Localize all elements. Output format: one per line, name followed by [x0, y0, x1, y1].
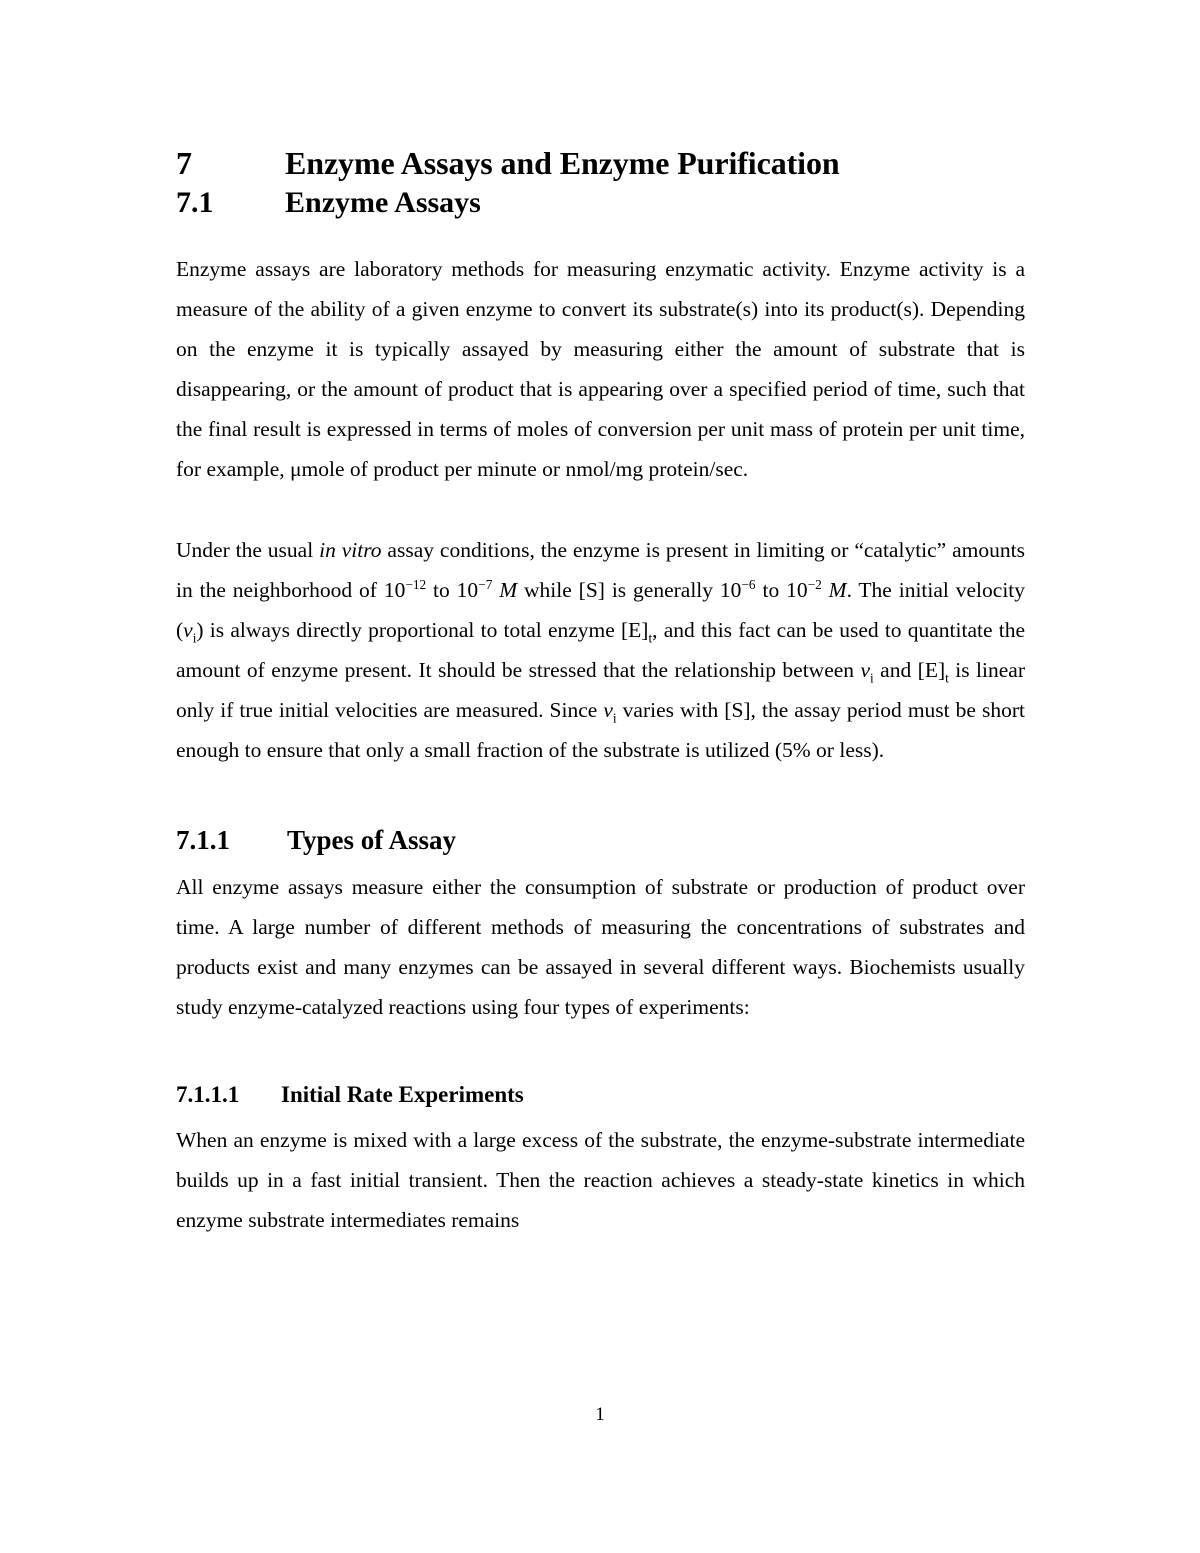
subsubsection-heading-number: 7.1.1.1 — [176, 1082, 240, 1107]
paragraph-types-of-assay: All enzyme assays measure either the consumption of substrate or production of product over time. A large number of different methods of measuring the concentrations of substrates and products exist and many enzymes can be assayed in several different ways. Biochemists usually study enzyme-catalyzed reactions using four types of experiments: — [176, 875, 1025, 1019]
section-heading — [176, 183, 1025, 223]
subscript-index: t — [945, 670, 949, 686]
text-fragment: to 10 — [755, 578, 808, 602]
page-content — [176, 143, 1025, 1240]
chapter-heading — [176, 143, 1025, 183]
text-fragment: while [S] is generally 10 — [517, 578, 742, 602]
text-fragment: varies with [S], the assay period must be short enough to ensure that only a small fraction of the substrate is utilized (5% or less). — [176, 698, 1026, 762]
subsubsection-heading-title: Initial Rate Experiments — [281, 1082, 524, 1107]
italic-in-vitro: in vitro — [319, 538, 382, 562]
text-fragment: to 10 — [426, 578, 479, 602]
text-fragment: , and this fact can be used to quantitate the amount of enzyme present. It should be stressed that the relationship between — [176, 618, 1025, 682]
italic-molarity-symbol: M — [499, 578, 518, 602]
page-number: 1 — [595, 1404, 605, 1425]
chapter-heading-number: 7 — [176, 145, 192, 181]
text-fragment: . The initial velocity ( — [176, 578, 1026, 642]
superscript-exponent: −2 — [807, 576, 822, 592]
text-fragment: is linear only if true initial velocities are measured. Since — [176, 658, 1025, 722]
spacer — [176, 1027, 1025, 1080]
spacer — [176, 1110, 1025, 1120]
text-fragment: Under the usual — [176, 538, 320, 562]
spacer — [176, 223, 1025, 249]
text-fragment — [822, 578, 829, 602]
italic-molarity-symbol: M — [828, 578, 847, 602]
section-heading-title: Enzyme Assays — [285, 186, 481, 219]
subscript-index: t — [648, 630, 653, 646]
subsection-heading-number: 7.1.1 — [176, 825, 230, 855]
paragraph-initial-rate-experiments: When an enzyme is mixed with a large excess of the substrate, the enzyme-substrate intermediate builds up in a fast initial transient. Then the reaction achieves a steady-state kinetics in which enzyme substrate intermediates remains — [176, 1128, 1025, 1232]
subscript-index: i — [192, 630, 197, 646]
superscript-exponent: −12 — [405, 576, 427, 592]
section-heading-number: 7.1 — [176, 186, 214, 219]
italic-velocity-symbol: v — [603, 698, 613, 722]
superscript-exponent: −6 — [741, 576, 756, 592]
spacer — [176, 489, 1025, 530]
text-fragment: and [E] — [873, 658, 946, 682]
paragraph-in-vitro-conditions — [176, 530, 1025, 770]
spacer — [176, 857, 1025, 867]
subsection-heading-title: Types of Assay — [287, 825, 457, 855]
text-fragment: ) is always directly proportional to total enzyme [E] — [196, 618, 649, 642]
subscript-index: i — [612, 710, 617, 726]
text-fragment: assay conditions, the enzyme is present in limiting or “catalytic” amounts in the neighborhood of 10 — [176, 538, 1025, 602]
italic-velocity-symbol: v — [183, 618, 193, 642]
subsubsection-heading — [176, 1080, 1025, 1110]
spacer — [176, 770, 1025, 823]
subsection-heading — [176, 823, 1025, 857]
italic-velocity-symbol: v — [860, 658, 871, 682]
subscript-index: i — [870, 670, 874, 686]
superscript-exponent: −7 — [478, 576, 493, 592]
paragraph-enzyme-assays-definition: Enzyme assays are laboratory methods for measuring enzymatic activity. Enzyme activity is a measure of the ability of a given enzyme to convert its substrate(s) into its product(s). Depending on the enzyme it is typically assayed by measuring either the amount of substrate that is disappearing, or the amount of product that is appearing over a specified period of time, such that the final result is expressed in terms of moles of conversion per unit mass of protein per unit time, for example, μmole of product per minute or nmol/mg protein/sec. — [176, 257, 1025, 481]
chapter-heading-title: Enzyme Assays and Enzyme Purification — [285, 145, 840, 181]
